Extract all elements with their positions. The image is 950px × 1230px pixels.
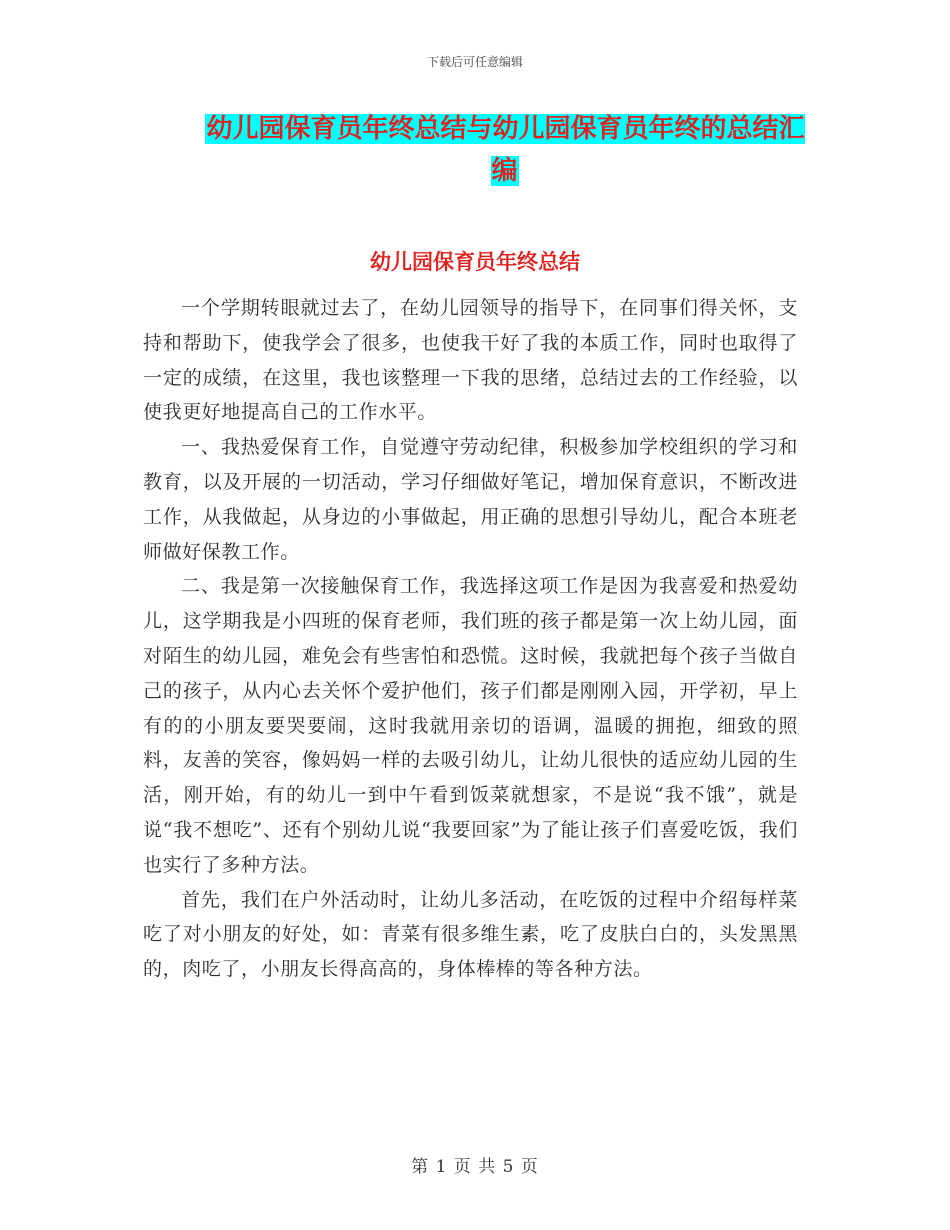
paragraph: 一、我热爱保育工作，自觉遵守劳动纪律，积极参加学校组织的学习和教育，以及开展的一切活动，学习仔细做好笔记，增加保育意识，不断改进工作，从我做起，从身边的小事做起，用正确的思想引导幼儿，配合本班老师做好保教工作。 <box>143 436 798 563</box>
document-body <box>143 291 798 987</box>
section-title: 幼儿园保育员年终总结 <box>370 250 580 274</box>
header-note: 下载后可任意编辑 <box>426 55 523 69</box>
paragraph: 一个学期转眼就过去了，在幼儿园领导的指导下，在同事们得关怀，支持和帮助下，使我学会了很多，也使我干好了我的本质工作，同时也取得了一定的成绩，在这里，我也该整理一下我的思绪，总结过去的工作经验，以使我更好地提高自己的工作水平。 <box>143 297 798 424</box>
document-title <box>195 108 815 192</box>
paragraph: 首先，我们在户外活动时，让幼儿多活动，在吃饭的过程中介绍每样菜吃了对小朋友的好处，如：青菜有很多维生素，吃了皮肤白白的，头发黑黑的，肉吃了，小朋友长得高高的，身体棒棒的等各种方法。 <box>143 888 798 981</box>
document-title-highlight: 幼儿园保育员年终总结与幼儿园保育员年终的总结汇编 <box>206 114 805 186</box>
paragraph: 二、我是第一次接触保育工作，我选择这项工作是因为我喜爱和热爱幼儿，这学期我是小四班的保育老师，我们班的孩子都是第一次上幼儿园，面对陌生的幼儿园，难免会有些害怕和恐慌。这时候，我就把每个孩子当做自己的孩子，从内心去关怀个爱护他们，孩子们都是刚刚入园，开学初，早上有的的小朋友要哭要闹，这时我就用亲切的语调，温暖的拥抱，细致的照料，友善的笑容，像妈妈一样的去吸引幼儿，让幼儿很快的适应幼儿园的生活，刚开始，有的幼儿一到中午看到饭菜就想家，不是说“我不饿”，就是说“我不想吃”、还有个别幼儿说“我要回家”为了能让孩子们喜爱吃饭，我们也实行了多种方法。 <box>143 575 798 876</box>
page-number-footer: 第 1 页 共 5 页 <box>411 1157 539 1177</box>
